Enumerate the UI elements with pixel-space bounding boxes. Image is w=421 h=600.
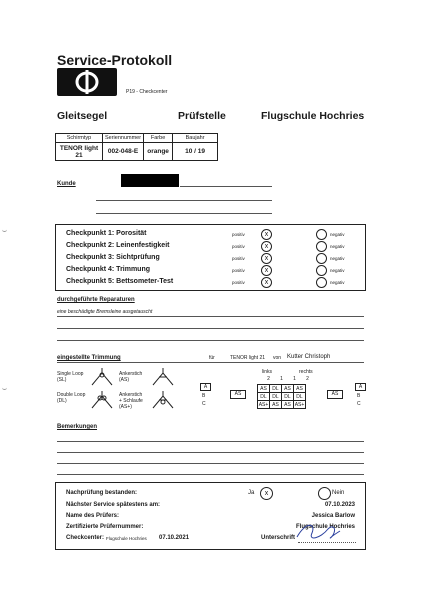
testing-station-heading: Prüfstelle xyxy=(178,110,226,122)
links-label: links xyxy=(262,369,273,375)
ankerstich-schlaufe-label: Ankerstich + Schlaufe (AS+) xyxy=(119,392,143,410)
trimming-from: von xyxy=(273,355,282,361)
as-tag-right: AS xyxy=(327,390,343,399)
customer-line xyxy=(96,200,272,201)
negative-checkbox[interactable] xyxy=(316,277,327,288)
negative-label: negativ xyxy=(330,280,345,285)
passed-label: Nachprüfung bestanden: xyxy=(66,490,138,496)
abc-a: A xyxy=(200,383,211,391)
abc-c-right: C xyxy=(357,401,361,407)
abc-b-right: B xyxy=(357,393,361,399)
next-service-label: Nächster Service spätestens am: xyxy=(66,502,161,508)
trimming-label: eingestellte Trimmung xyxy=(57,355,121,361)
ankerstich-diagram-icon xyxy=(151,367,175,392)
col-number: 1 xyxy=(293,376,296,382)
next-service-value: 07.10.2023 xyxy=(324,502,355,508)
grid-cell: AS+ xyxy=(258,401,269,408)
cell-year: 10 / 19 xyxy=(173,143,218,161)
negative-checkbox[interactable] xyxy=(316,253,327,264)
document-title: Service-Protokoll xyxy=(57,52,173,68)
positive-label: positiv xyxy=(232,280,245,285)
signature-scribble-icon xyxy=(294,517,344,550)
negative-label: negativ xyxy=(330,268,345,273)
glider-info-table xyxy=(55,133,218,161)
customer-label: Kunde xyxy=(57,181,76,187)
grid-cell: AS xyxy=(270,401,282,409)
remarks-line xyxy=(57,474,364,475)
column-numbers xyxy=(262,376,314,382)
grid-cell: AS xyxy=(282,401,294,409)
glider-heading: Gleitsegel xyxy=(57,110,108,122)
grid-cell: AS+ xyxy=(294,401,305,408)
abc-a-right: A xyxy=(355,383,366,391)
abc-b: B xyxy=(202,393,206,399)
col-number: 2 xyxy=(306,376,309,382)
positive-checkbox[interactable]: x xyxy=(261,229,272,240)
col-header-year: Baujahr xyxy=(173,134,218,143)
grid-cell: DL xyxy=(294,393,306,401)
tester-value: Jessica Barlow xyxy=(311,513,355,519)
grid-cell: DL xyxy=(258,393,270,401)
negative-checkbox[interactable] xyxy=(316,229,327,240)
ja-checkbox[interactable]: x xyxy=(260,487,273,500)
positive-label: positiv xyxy=(232,256,245,261)
abc-c: C xyxy=(202,401,206,407)
school-heading: Flugschule Hochries xyxy=(261,110,365,122)
checkpoint-label: Checkpunkt 2: Leinenfestigkeit xyxy=(66,242,170,249)
remarks-label: Bemerkungen xyxy=(57,424,98,430)
grid-cell: AS xyxy=(258,385,270,393)
trimming-grid xyxy=(257,384,306,409)
ja-label: Ja xyxy=(248,490,255,496)
grid-cell: DL xyxy=(282,393,294,401)
trimming-line xyxy=(57,362,364,363)
negative-label: negativ xyxy=(330,256,345,261)
checkpoint-label: Checkpunkt 1: Porosität xyxy=(66,230,147,237)
cell-color: orange xyxy=(144,143,173,161)
negative-label: negativ xyxy=(330,232,345,237)
single-loop-diagram-icon xyxy=(90,367,114,392)
trimming-person: Kutter Christoph xyxy=(287,354,331,360)
single-loop-label: Single Loop (SL) xyxy=(57,371,84,383)
margin-mark xyxy=(2,386,7,390)
trimming-for: für xyxy=(209,355,215,361)
trimming-glider: TENOR light 21 xyxy=(230,355,266,361)
nein-label: Nein xyxy=(332,490,345,496)
remarks-line xyxy=(57,463,364,464)
positive-checkbox[interactable]: x xyxy=(261,277,272,288)
ankerstich-schlaufe-diagram-icon xyxy=(151,390,175,415)
col-number: 1 xyxy=(280,376,283,382)
signature-label: Unterschrift xyxy=(261,535,296,541)
positive-label: positiv xyxy=(232,232,245,237)
as-tag-left: AS xyxy=(230,390,246,399)
remarks-line xyxy=(57,452,364,453)
checkpoint-label: Checkpunkt 5: Bettsometer-Test xyxy=(66,278,174,285)
positive-checkbox[interactable]: x xyxy=(261,265,272,276)
checkcenter-date: 07.10.2021 xyxy=(159,535,190,541)
grid-cell: AS xyxy=(294,385,306,393)
cell-serial: 002-048-E xyxy=(103,143,144,161)
positive-checkbox[interactable]: x xyxy=(261,241,272,252)
grid-cell: AS xyxy=(282,385,294,393)
certified-value: Flugschule Hochries xyxy=(295,524,355,530)
customer-line xyxy=(96,213,272,214)
repairs-label: durchgeführte Reparaturen xyxy=(57,297,135,303)
repairs-line xyxy=(57,328,364,329)
negative-checkbox[interactable] xyxy=(316,241,327,252)
repairs-line xyxy=(57,340,364,341)
checkpoint-label: Checkpunkt 3: Sichtprüfung xyxy=(66,254,160,261)
positive-checkbox[interactable]: x xyxy=(261,253,272,264)
repairs-text: eine beschädigte Bremsleine ausgetauscht xyxy=(57,309,153,315)
col-header-type: Schirmtyp xyxy=(56,134,103,143)
checkcenter-subtitle: P19 - Checkcenter xyxy=(126,89,168,95)
checkpoint-label: Checkpunkt 4: Trimmung xyxy=(66,266,151,273)
redacted-customer-name xyxy=(121,174,179,187)
double-loop-diagram-icon xyxy=(90,390,114,415)
customer-line xyxy=(180,186,272,187)
result-box xyxy=(55,482,366,550)
repairs-line xyxy=(57,316,364,317)
negative-label: negativ xyxy=(330,244,345,249)
checkpoints-box xyxy=(55,224,366,291)
positive-label: positiv xyxy=(232,244,245,249)
grid-cell: DL xyxy=(270,385,282,393)
tester-label: Name des Prüfers: xyxy=(66,513,120,519)
certified-label: Zertifizierte Prüfernummer: xyxy=(66,524,144,530)
checkcenter-label: Checkcenter: xyxy=(66,535,105,541)
double-loop-label: Double Loop (DL) xyxy=(57,392,86,404)
grid-cell: DL xyxy=(270,393,282,401)
checkcenter-name: Flugschule Hochries xyxy=(106,536,147,541)
positive-label: positiv xyxy=(232,268,245,273)
nein-checkbox[interactable] xyxy=(318,487,331,500)
rechts-label: rechts xyxy=(299,369,313,375)
col-header-serial: Seriennummer xyxy=(103,134,144,143)
margin-mark xyxy=(2,228,7,232)
phi-logo-icon xyxy=(57,68,117,96)
col-number: 2 xyxy=(267,376,270,382)
negative-checkbox[interactable] xyxy=(316,265,327,276)
cell-type: TENOR light 21 xyxy=(56,143,103,161)
remarks-line xyxy=(57,441,364,442)
ankerstich-label: Ankerstich (AS) xyxy=(119,371,143,383)
col-header-color: Farbe xyxy=(144,134,173,143)
